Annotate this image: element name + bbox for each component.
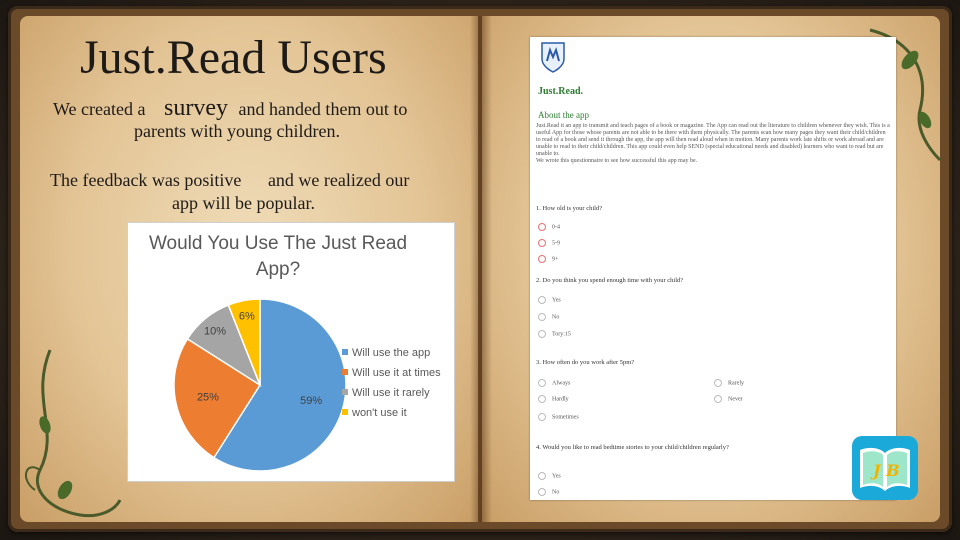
chart-title-line-2: App? [255, 259, 301, 280]
pie-data-label-1: 25% [196, 391, 219, 404]
q3-option-sometimes[interactable] [538, 413, 579, 421]
q3-option-never[interactable] [714, 395, 743, 403]
option-label: 5-9 [552, 240, 560, 247]
radio-button[interactable] [538, 395, 546, 403]
q3-option-always[interactable] [538, 379, 570, 387]
legend-label-1: Will use it at times [352, 367, 441, 379]
legend-swatch-2 [342, 389, 348, 395]
app-icon [852, 436, 918, 500]
question-2: 2. Do you think you spend enough time with your child? [536, 277, 684, 284]
form-intro [536, 123, 891, 165]
option-label: Never [728, 396, 743, 403]
option-label: Rarely [728, 380, 744, 387]
option-label: Yes [552, 297, 561, 304]
slide-title: Just.Read Users [80, 31, 387, 84]
option-label: Sometimes [552, 414, 579, 421]
pie-data-label-3: 6% [238, 310, 255, 323]
radio-button[interactable] [538, 413, 546, 421]
q3-option-hardly[interactable] [538, 395, 569, 403]
form-section-title: About the app [538, 110, 589, 120]
book-icon [852, 436, 918, 500]
legend-label-2: Will use it rarely [352, 387, 430, 399]
feedback-text-b: and we realized our [267, 170, 410, 190]
q1-option-9-plus[interactable] [538, 255, 558, 263]
radio-button[interactable] [714, 395, 722, 403]
legend-label-0: Will use the app [352, 347, 431, 359]
form-brand: Just.Read. [538, 86, 584, 97]
intro-line-1 [53, 95, 407, 122]
radio-button[interactable] [538, 488, 546, 496]
feedback-line-1 [50, 170, 409, 191]
q2-option-other[interactable] [538, 330, 571, 338]
legend-label-3: won't use it [352, 407, 407, 419]
legend-swatch-0 [342, 349, 348, 355]
form-intro-text-2: We wrote this questionnaire to see how successful this app may be. [536, 158, 698, 164]
option-label: Always [552, 380, 571, 387]
option-label: No [552, 314, 560, 321]
survey-word: survey [163, 95, 228, 121]
feedback-text-a: The feedback was positive [50, 170, 242, 190]
radio-button[interactable] [538, 379, 546, 387]
option-label: Yes [552, 473, 561, 480]
q2-option-yes[interactable] [538, 296, 561, 304]
option-label: 0-4 [552, 224, 560, 231]
option-label: No [552, 489, 560, 496]
radio-button[interactable] [538, 223, 546, 231]
intro-text-c: and handed them out to [238, 99, 408, 119]
chart-title-line-1: Would You Use The Just Read [148, 233, 408, 254]
app-icon-text: J B [873, 461, 900, 480]
legend-swatch-3 [342, 409, 348, 415]
pie-chart [127, 222, 455, 482]
option-label: Hardly [552, 396, 569, 403]
pie-svg [128, 223, 454, 481]
legend-swatch-1 [342, 369, 348, 375]
q2-option-no[interactable] [538, 313, 559, 321]
question-4: 4. Would you like to read bedtime stories to your child/children regularly? [536, 444, 729, 451]
radio-button[interactable] [538, 330, 546, 338]
q4-option-yes[interactable] [538, 472, 561, 480]
survey-form [530, 37, 896, 500]
radio-button[interactable] [538, 239, 546, 247]
radio-button[interactable] [538, 255, 546, 263]
pie-data-label-0: 59% [300, 394, 323, 407]
radio-button[interactable] [538, 313, 546, 321]
form-intro-text: Just.Read it an app to transmit and teach pages of a book or magazine. The App can read out the literature to children whenever they wish. This is a useful App for those whose parents are not able to be there with them physically. The parents scan how many pages they want their child/children to read of a book and send it through the app, the app will then read aloud when in motion. Many parents work late shifts or work abroad and are unable to read to their child/children. This app could even help SEND (special educational needs and disabled) learners who want to read but are unable to. [536, 123, 890, 157]
school-crest-logo [540, 41, 566, 73]
intro-line-2: parents with young children. [134, 121, 340, 141]
radio-button[interactable] [538, 472, 546, 480]
q4-option-no[interactable] [538, 488, 559, 496]
q3-option-rarely[interactable] [714, 379, 744, 387]
radio-button[interactable] [538, 296, 546, 304]
radio-button[interactable] [714, 379, 722, 387]
question-3: 3. How often do you work after 5pm? [536, 359, 635, 366]
question-1: 1. How old is your child? [536, 205, 603, 212]
pie-data-label-2: 10% [204, 325, 227, 338]
q1-option-0-4[interactable] [538, 223, 560, 231]
intro-text-a: We created a [53, 99, 146, 119]
q1-option-5-9[interactable] [538, 239, 560, 247]
book-spine [470, 16, 492, 522]
feedback-line-2: app will be popular. [172, 193, 315, 213]
option-label: 9+ [552, 256, 559, 263]
option-label: Tory:15 [552, 331, 571, 338]
